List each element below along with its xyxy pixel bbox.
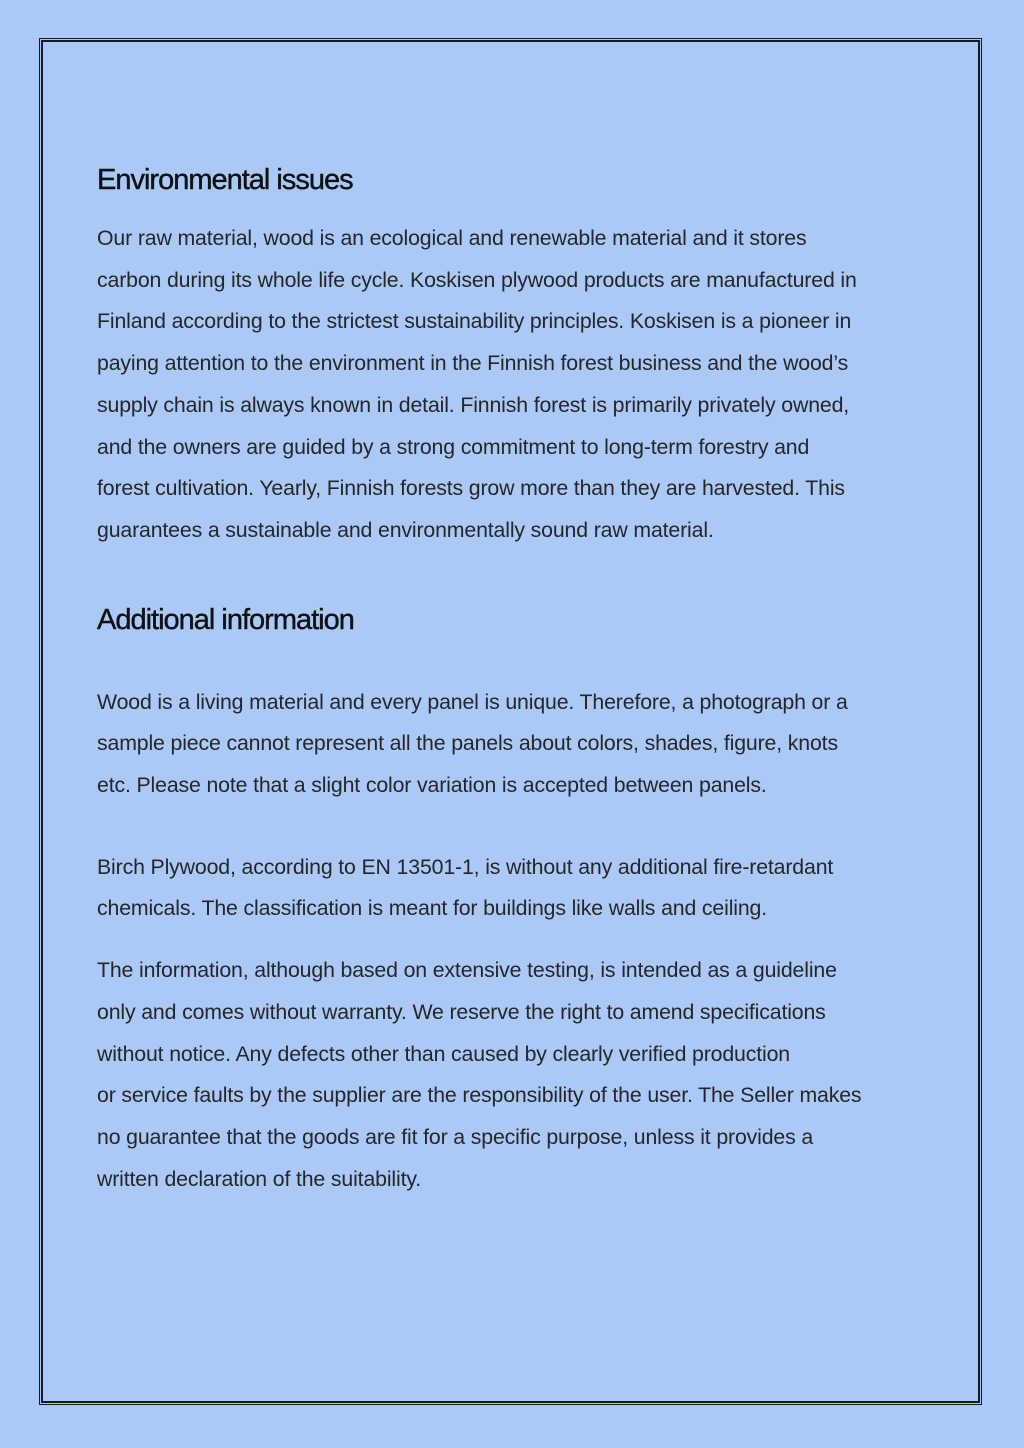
document-body — [97, 158, 927, 1200]
section-heading: Additional information — [97, 603, 354, 636]
section-environmental-issues — [97, 158, 927, 552]
section-paragraph: Wood is a living material and every panel is unique. Therefore, a photograph or a sample piece cannot represent all the panels about colors, shades, figure, knots etc. Please note that a slight color variation is accepted between panels. — [97, 689, 848, 798]
section-paragraph: Our raw material, wood is an ecological and renewable material and it stores carbon during its whole life cycle. Koskisen plywood products are manufactured in Finland according to the strictest sustainability principles. Koskisen is a pioneer in paying attention to the environment in the Finnish forest business and the wood’s supply chain is always known in detail. Finnish forest is primarily privately owned, and the owners are guided by a strong commitment to long-term forestry and forest cultivation. Yearly, Finnish forests grow more than they are harvested. This guarantees a sustainable and environmentally sound raw material. — [97, 226, 857, 542]
section-additional-information — [97, 598, 927, 1201]
section-paragraph: Birch Plywood, according to EN 13501-1, is without any additional fire-retardant chemicals. The classification is meant for buildings like walls and ceiling. — [97, 854, 834, 921]
section-paragraph: The information, although based on extensive testing, is intended as a guideline only and comes without warranty. We reserve the right to amend specifications without notice. Any defects other than caused by clearly verified production or service faults by the supplier are the responsibility of the user. The Seller makes no guarantee that the goods are fit for a specific purpose, unless it provides a written declaration of the suitability. — [97, 958, 862, 1191]
section-heading: Environmental issues — [97, 164, 353, 196]
